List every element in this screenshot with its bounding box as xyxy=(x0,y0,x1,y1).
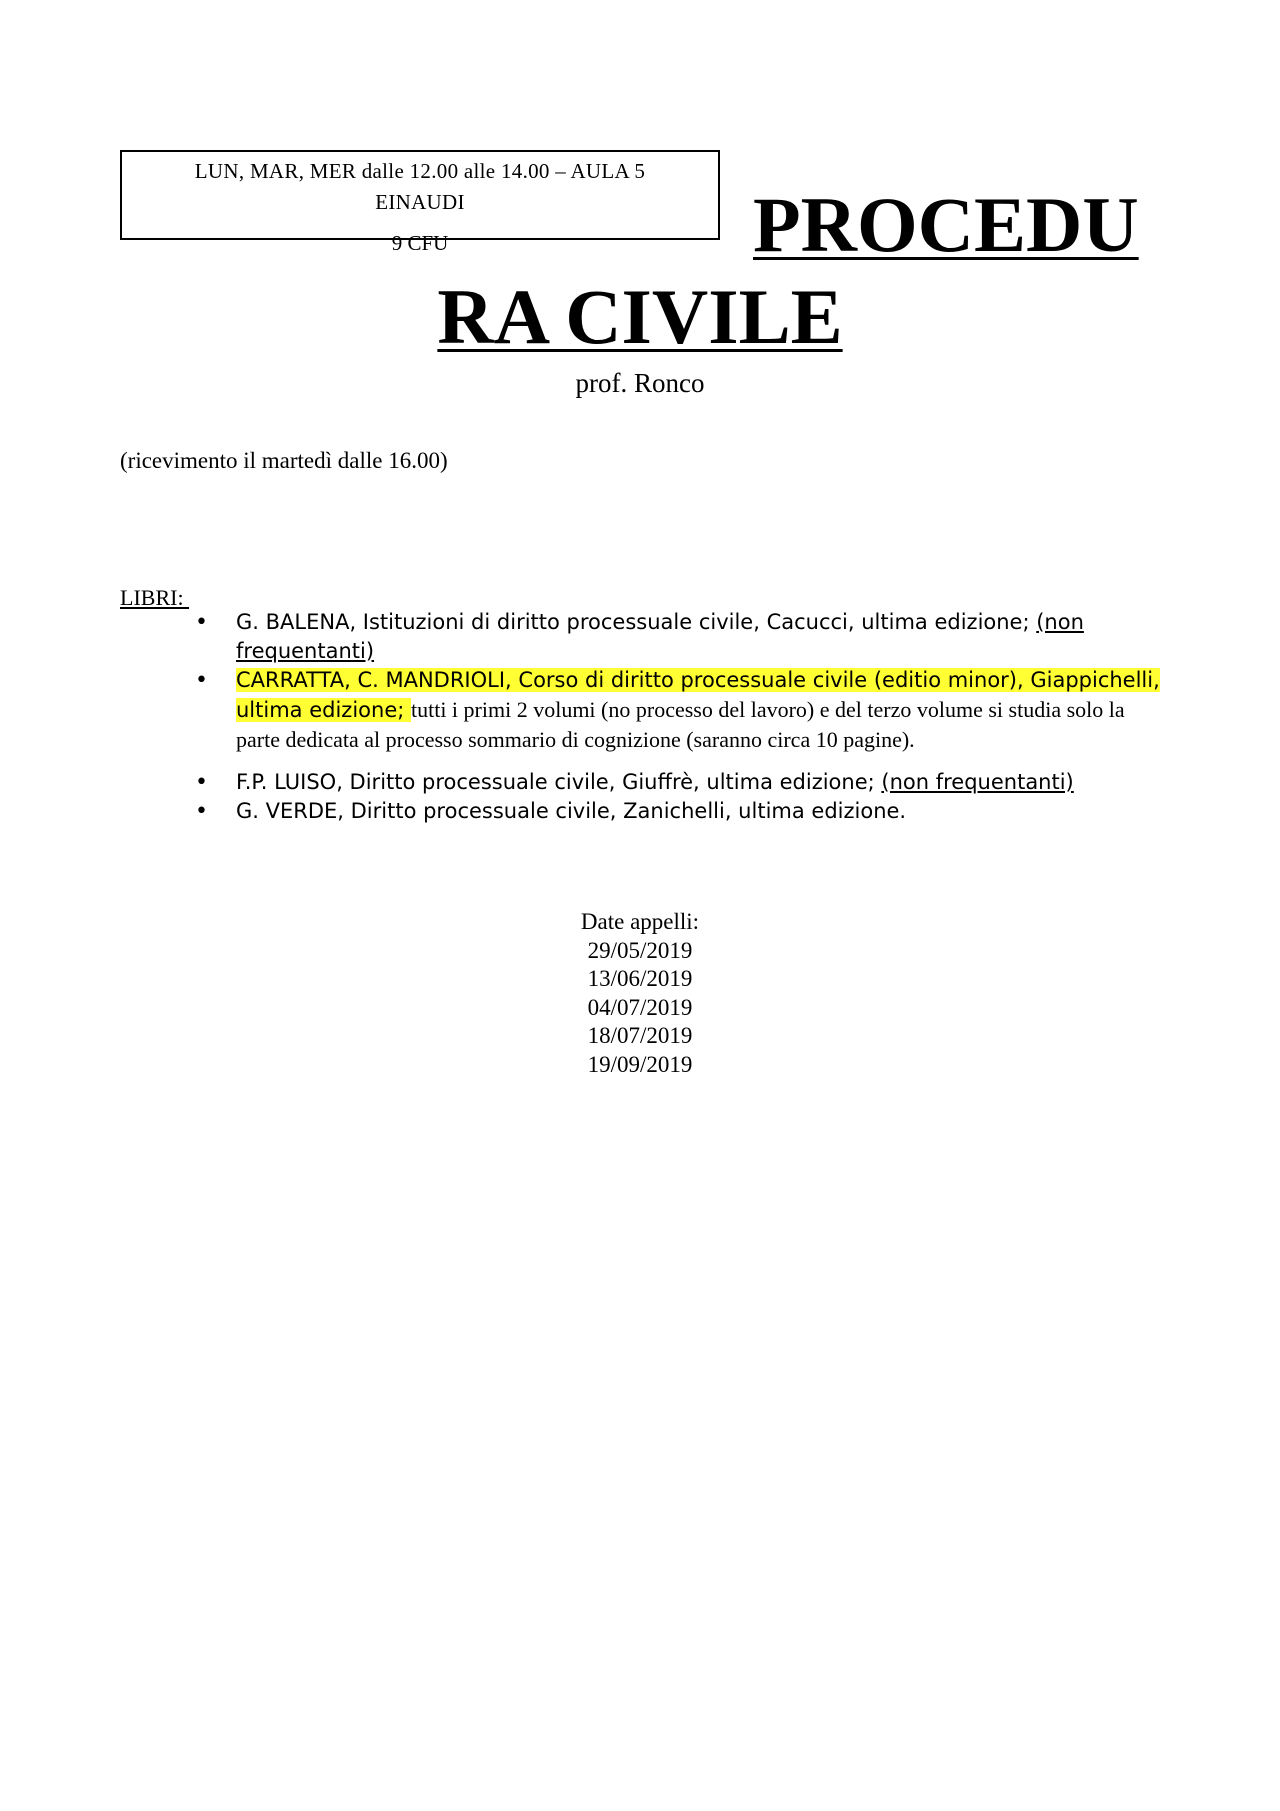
exam-date: 13/06/2019 xyxy=(587,966,693,991)
book-audience-note: (non frequentanti) xyxy=(881,770,1074,794)
bullet-icon: • xyxy=(195,610,208,635)
office-hours: (ricevimento il martedì dalle 16.00) xyxy=(120,448,448,473)
book-text-highlighted: CARRATTA, C. MANDRIOLI, Corso di diritto processuale civile (editio minor), Giappichelli, ultima edizione; xyxy=(236,668,1160,722)
course-title-part-1: PROCEDU xyxy=(753,181,1139,268)
exam-dates xyxy=(0,908,1280,1079)
list-item xyxy=(195,768,1160,797)
books-heading: LIBRI: xyxy=(120,585,190,610)
book-audience-note: (non frequentanti) xyxy=(236,610,1084,663)
bullet-icon: • xyxy=(195,668,208,693)
professor-name: prof. Ronco xyxy=(575,368,705,398)
book-text: G. VERDE, Diritto processuale civile, Zanichelli, ultima edizione. xyxy=(236,799,907,823)
exam-date: 19/09/2019 xyxy=(587,1051,693,1077)
course-title-part-2: RA CIVILE xyxy=(437,273,843,360)
list-item xyxy=(195,608,1160,666)
list-item xyxy=(195,797,1160,826)
list-item xyxy=(195,666,1160,754)
bullet-icon: • xyxy=(195,770,208,795)
exam-date: 04/07/2019 xyxy=(587,994,693,1020)
course-title-part-2-wrapper xyxy=(0,272,1280,362)
book-text: F.P. LUISO, Diritto processuale civile, Giuffrè, ultima edizione; xyxy=(236,770,882,794)
book-text: G. BALENA, Istituzioni di diritto processuale civile, Cacucci, ultima edizione; xyxy=(236,610,1037,634)
exam-date: 18/07/2019 xyxy=(587,1023,693,1048)
credits-label: 9 CFU xyxy=(391,231,449,255)
bullet-icon: • xyxy=(195,799,208,824)
schedule-room: EINAUDI xyxy=(375,190,465,214)
exam-dates-heading: Date appelli: xyxy=(580,909,700,934)
book-list xyxy=(195,608,1160,826)
book-study-note: tutti i primi 2 volumi (no processo del lavoro) e del terzo volume si studia solo la parte dedicata al processo sommario di cognizione (saranno circa 10 pagine). xyxy=(236,697,1125,752)
exam-date: 29/05/2019 xyxy=(587,937,693,963)
schedule-line: LUN, MAR, MER dalle 12.00 alle 14.00 – AULA 5 xyxy=(194,159,646,183)
schedule-box xyxy=(120,150,720,240)
